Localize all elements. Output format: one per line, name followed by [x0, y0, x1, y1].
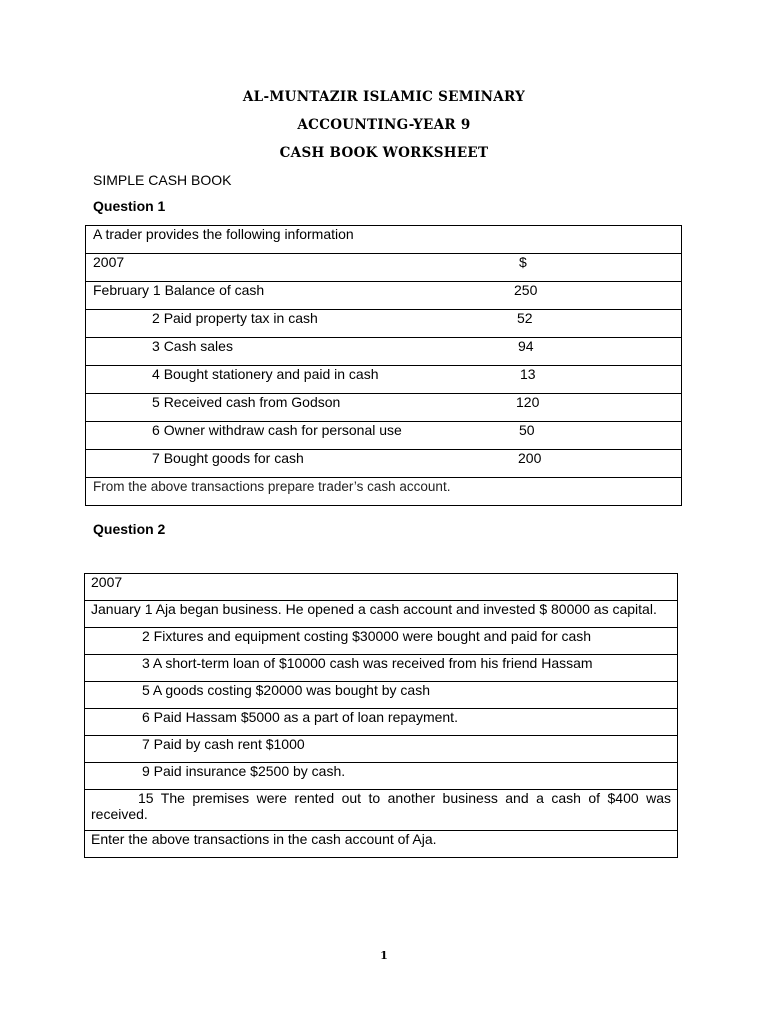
- page-number: 1: [380, 949, 388, 962]
- row-amount: 250: [514, 282, 538, 298]
- table-row: [85, 601, 678, 628]
- row-amount: 94: [518, 338, 534, 354]
- row-entry: January 1 Aja began business. He opened a cash account and invested $ 80000 as capital.: [91, 601, 657, 617]
- row-entry: 2 Paid property tax in cash: [152, 310, 318, 326]
- table-row: [86, 254, 682, 282]
- currency-symbol: $: [519, 254, 527, 270]
- row-amount: 52: [517, 310, 533, 326]
- row-entry: 7 Paid by cash rent $1000: [142, 736, 305, 752]
- table-row: [86, 394, 682, 422]
- row-entry: 5 Received cash from Godson: [152, 394, 341, 410]
- row-entry: 2 Fixtures and equipment costing $30000 were bought and paid for cash: [142, 628, 592, 644]
- row-amount: 50: [519, 422, 535, 438]
- table-row: [85, 655, 678, 682]
- question1-label: Question 1: [93, 198, 166, 214]
- row-entry: 6 Paid Hassam $5000 as a part of loan repayment.: [142, 709, 458, 725]
- question1-instruction: From the above transactions prepare trader’s cash account.: [93, 479, 451, 494]
- table-row: [86, 310, 682, 338]
- question1-intro: A trader provides the following information: [93, 226, 354, 242]
- table-row: [85, 574, 678, 601]
- table-row: [85, 628, 678, 655]
- row-entry: 15 The premises were rented out to another business and a cash of $400 was received.: [91, 790, 671, 822]
- row-entry: 3 Cash sales: [152, 338, 233, 354]
- table-row: [85, 736, 678, 763]
- row-amount: 120: [516, 394, 540, 410]
- table-row: [86, 282, 682, 310]
- subject-title: ACCOUNTING-YEAR 9: [297, 117, 471, 133]
- question1-year: 2007: [93, 254, 125, 270]
- question2-year: 2007: [91, 574, 123, 590]
- table-row: [85, 831, 678, 858]
- table-row: [85, 682, 678, 709]
- row-entry: 3 A short-term loan of $10000 cash was received from his friend Hassam: [142, 655, 593, 671]
- row-entry: 6 Owner withdraw cash for personal use: [152, 422, 402, 438]
- question2-instruction: Enter the above transactions in the cash account of Aja.: [91, 831, 437, 847]
- row-amount: 13: [520, 366, 536, 382]
- table-row: [86, 226, 682, 254]
- table-row: [86, 478, 682, 506]
- row-entry: 4 Bought stationery and paid in cash: [152, 366, 379, 382]
- row-date: February 1 Balance of cash: [93, 282, 265, 298]
- table-row: [85, 763, 678, 790]
- question2-table: [84, 573, 678, 858]
- school-name: AL-MUNTAZIR ISLAMIC SEMINARY: [242, 89, 526, 105]
- table-row: [85, 709, 678, 736]
- row-amount: 200: [518, 450, 542, 466]
- row-entry: 9 Paid insurance $2500 by cash.: [142, 763, 346, 779]
- row-entry: 5 A goods costing $20000 was bought by cash: [142, 682, 430, 698]
- table-row: [85, 790, 678, 831]
- row-entry: 7 Bought goods for cash: [152, 450, 304, 466]
- section-title: SIMPLE CASH BOOK: [93, 172, 232, 188]
- table-row: [86, 338, 682, 366]
- table-row: [86, 422, 682, 450]
- question1-table: [85, 225, 682, 506]
- question2-label: Question 2: [93, 521, 166, 537]
- table-row: [86, 366, 682, 394]
- table-row: [86, 450, 682, 478]
- worksheet-title: CASH BOOK WORKSHEET: [279, 145, 489, 161]
